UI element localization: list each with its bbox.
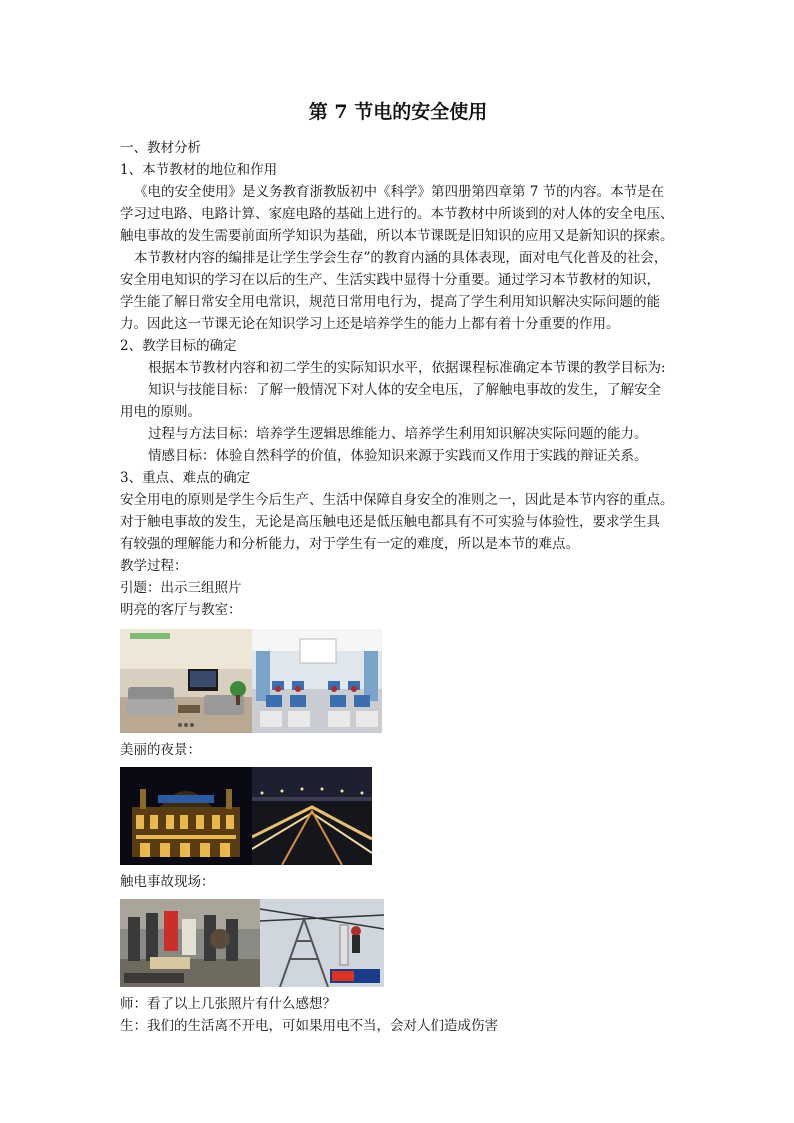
photo-group-bright (120, 629, 676, 733)
process-intro: 引题：出示三组照片 (120, 579, 242, 596)
paragraph-line: 力。因此这一节课无论在知识学习上还是培养学生的能力上都有着十分重要的作用。 (120, 315, 620, 332)
paragraph-line: 《电的安全使用》是义务教育浙教版初中《科学》第四册第四章第 7 节的内容。本节是在 (134, 183, 665, 200)
paragraph-line: 触电事故的发生需要前面所学知识为基础，所以本节课既是旧知识的应用又是新知识的探索。 (120, 227, 674, 244)
process-heading: 教学过程： (120, 557, 188, 574)
paragraph-line: 学习过电路、电路计算、家庭电路的基础上进行的。本节教材中所谈到的对人体的安全电压、 (120, 205, 674, 222)
paragraph-line: 情感目标：体验自然科学的价值，体验知识来源于实践而又作用于实践的辩证关系。 (148, 447, 648, 464)
paragraph-line: 用电的原则。 (120, 403, 201, 420)
photo-caption: 明亮的客厅与教室： (120, 601, 242, 618)
paragraph-line: 安全用电的原则是学生今后生产、生活中保障自身安全的准则之一，因此是本节内容的重点。 (120, 491, 674, 508)
paragraph-line: 过程与方法目标：培养学生逻辑思维能力、培养学生利用知识解决实际问题的能力。 (148, 425, 648, 442)
paragraph-line: 知识与技能目标：了解一般情况下对人体的安全电压，了解触电事故的发生，了解安全 (148, 381, 661, 398)
night-building-photo (120, 767, 252, 865)
paragraph-line: 学生能了解日常安全用电常识，规范日常用电行为，提高了学生利用知识解决实际问题的能 (120, 293, 660, 310)
subsection-heading: 1、本节教材的地位和作用 (120, 161, 278, 178)
paragraph-line: 对于触电事故的发生，无论是高压触电还是低压触电都具有不可实验与体验性，要求学生具 (120, 513, 660, 530)
paragraph-line: 根据本节教材内容和初二学生的实际知识水平，依据课程标准确定本节课的教学目标为: (148, 359, 666, 376)
paragraph-line: 安全用电知识的学习在以后的生产、生活实践中显得十分重要。通过学习本节教材的知识， (120, 271, 660, 288)
student-line: 生：我们的生活离不开电，可如果用电不当，会对人们造成伤害 (120, 1017, 498, 1034)
subsection-heading: 2、教学目标的确定 (120, 337, 237, 354)
subsection-heading: 3、重点、难点的确定 (120, 469, 251, 486)
document-page (120, 100, 676, 1037)
page-title: 第 7 节电的安全使用 (308, 101, 488, 123)
teacher-line: 师：看了以上几张照片有什么感想？ (120, 995, 336, 1012)
night-highway-photo (252, 767, 372, 865)
photo-caption: 触电事故现场： (120, 873, 215, 890)
classroom-photo (252, 629, 382, 733)
paragraph-line: 有较强的理解能力和分析能力，对于学生有一定的难度，所以是本节的难点。 (120, 535, 579, 552)
accident-pylon-photo (260, 899, 384, 987)
living-room-photo (120, 629, 252, 733)
photo-group-accident (120, 899, 676, 987)
paragraph-line: 本节教材内容的编排是让学生学会生存”的教育内涵的具体表现，面对电气化普及的社会， (134, 249, 668, 266)
photo-caption: 美丽的夜景： (120, 741, 201, 758)
section-heading: 一、教材分析 (120, 139, 201, 156)
accident-street-photo (120, 899, 260, 987)
photo-group-night (120, 767, 676, 865)
